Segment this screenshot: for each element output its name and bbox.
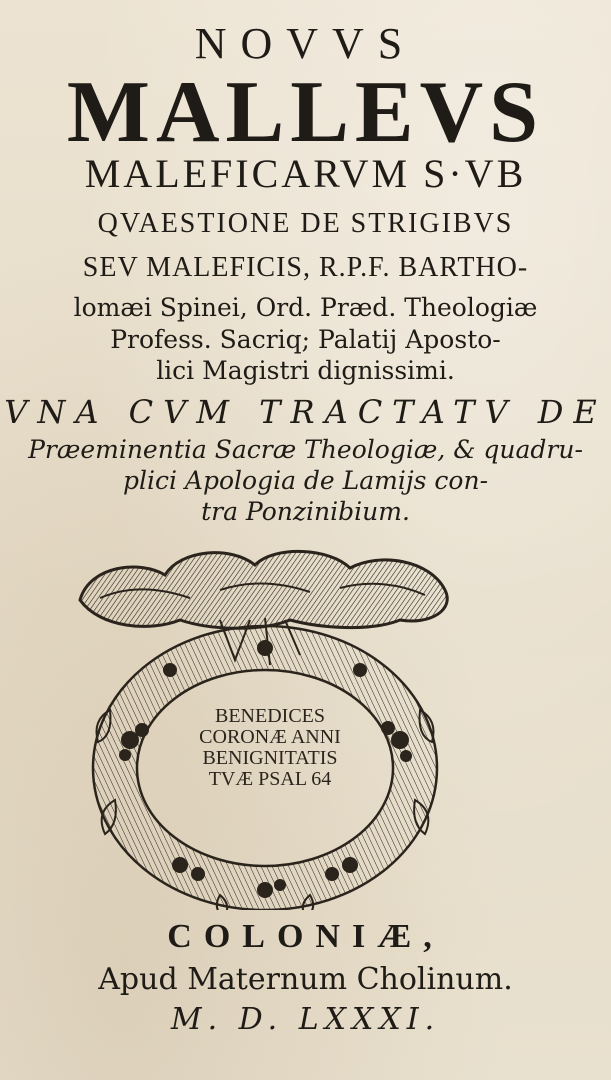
body-line-1: lomæi Spinei, Ord. Præd. Theologiæ: [73, 293, 538, 322]
imprint-place: COLONIÆ,: [167, 918, 444, 955]
motto-line-2: CORONÆ ANNI: [199, 726, 341, 748]
imprint-year: M. D. LXXXI.: [170, 1002, 441, 1037]
addendum-line-3: tra Ponzinibium.: [201, 497, 410, 526]
addendum-line-1: Præeminentia Sacræ Theologiæ, & quadru-: [28, 435, 583, 464]
body-line-3: lici Magistri dignissimi.: [156, 356, 455, 385]
motto-line-1: BENEDICES: [215, 705, 325, 727]
motto-line-3: BENIGNITATIS: [202, 747, 338, 769]
title-line-malleus: MALLEVS: [66, 64, 545, 161]
title-line-quaestione: QVAESTIONE DE STRIGIBVS: [97, 208, 514, 239]
imprint-printer: Apud Maternum Cholinum.: [98, 962, 513, 997]
addendum-line-2: plici Apologia de Lamijs con-: [122, 466, 489, 495]
title-line-maleficarum: MALEFICARVM S·VB: [84, 151, 527, 196]
body-line-2: Profess. Sacriq; Palatij Aposto-: [110, 325, 501, 354]
cloud-icon: [80, 551, 447, 628]
title-line-author: SEV MALEFICIS, R.P.F. BARTHO-: [82, 252, 529, 283]
addendum-heading: VNA CVM TRACTATV DE: [4, 393, 607, 431]
title-line-novus: NOVVS: [194, 19, 417, 68]
motto-line-4: TVÆ PSAL 64: [208, 768, 332, 790]
emblem-motto: [170, 706, 370, 790]
